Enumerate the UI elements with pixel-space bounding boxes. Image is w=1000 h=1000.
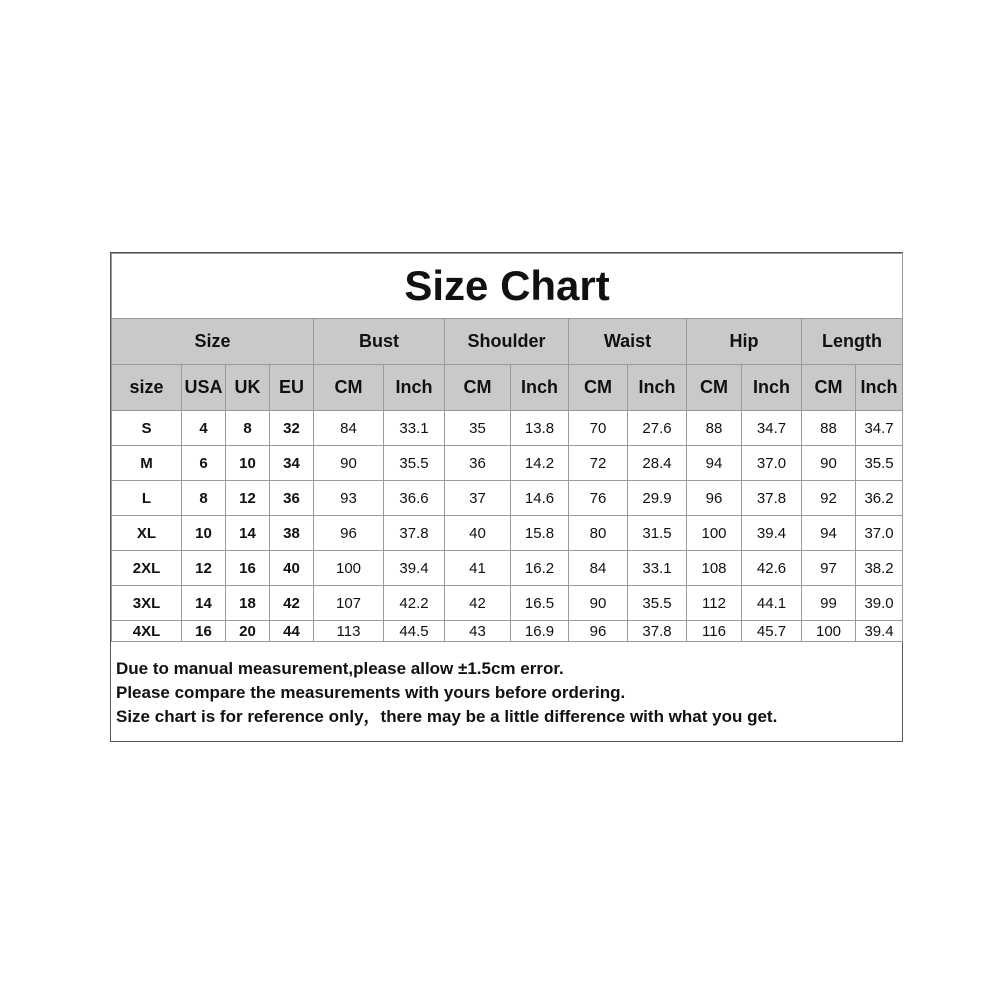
cell-shoulder-inch: 13.8	[511, 411, 569, 446]
cell-bust-cm: 93	[314, 481, 384, 516]
cell-hip-inch: 37.8	[742, 481, 802, 516]
cell-shoulder-inch: 16.9	[511, 621, 569, 642]
cell-hip-inch: 37.0	[742, 446, 802, 481]
cell-waist-inch: 29.9	[628, 481, 687, 516]
cell-bust-inch: 33.1	[384, 411, 445, 446]
cell-size: 3XL	[112, 586, 182, 621]
unit-length-inch: Inch	[856, 365, 903, 411]
cell-shoulder-inch: 16.5	[511, 586, 569, 621]
table-row	[112, 516, 903, 551]
cell-shoulder-cm: 43	[445, 621, 511, 642]
cell-eu: 38	[270, 516, 314, 551]
cell-waist-inch: 28.4	[628, 446, 687, 481]
cell-uk: 16	[226, 551, 270, 586]
unit-uk: UK	[226, 365, 270, 411]
unit-size: size	[112, 365, 182, 411]
cell-shoulder-cm: 41	[445, 551, 511, 586]
group-hip: Hip	[687, 319, 802, 365]
cell-shoulder-cm: 40	[445, 516, 511, 551]
cell-waist-inch: 31.5	[628, 516, 687, 551]
cell-waist-inch: 37.8	[628, 621, 687, 642]
cell-usa: 6	[182, 446, 226, 481]
cell-eu: 42	[270, 586, 314, 621]
cell-eu: 32	[270, 411, 314, 446]
cell-hip-inch: 44.1	[742, 586, 802, 621]
cell-shoulder-inch: 16.2	[511, 551, 569, 586]
group-bust: Bust	[314, 319, 445, 365]
group-size: Size	[112, 319, 314, 365]
cell-usa: 16	[182, 621, 226, 642]
cell-bust-cm: 100	[314, 551, 384, 586]
cell-length-cm: 88	[802, 411, 856, 446]
cell-length-inch: 39.0	[856, 586, 903, 621]
cell-waist-cm: 70	[569, 411, 628, 446]
cell-bust-inch: 39.4	[384, 551, 445, 586]
cell-bust-inch: 42.2	[384, 586, 445, 621]
cell-length-cm: 100	[802, 621, 856, 642]
cell-shoulder-inch: 14.6	[511, 481, 569, 516]
cell-shoulder-inch: 15.8	[511, 516, 569, 551]
cell-waist-cm: 76	[569, 481, 628, 516]
cell-size: M	[112, 446, 182, 481]
cell-size: XL	[112, 516, 182, 551]
cell-usa: 12	[182, 551, 226, 586]
cell-hip-cm: 96	[687, 481, 742, 516]
unit-shoulder-cm: CM	[445, 365, 511, 411]
cell-waist-cm: 84	[569, 551, 628, 586]
cell-length-cm: 99	[802, 586, 856, 621]
cell-eu: 44	[270, 621, 314, 642]
cell-bust-cm: 84	[314, 411, 384, 446]
group-waist: Waist	[569, 319, 687, 365]
cell-length-cm: 92	[802, 481, 856, 516]
cell-bust-cm: 107	[314, 586, 384, 621]
cell-waist-cm: 90	[569, 586, 628, 621]
cell-usa: 8	[182, 481, 226, 516]
cell-hip-cm: 116	[687, 621, 742, 642]
size-table	[111, 253, 903, 642]
cell-eu: 40	[270, 551, 314, 586]
cell-hip-inch: 42.6	[742, 551, 802, 586]
size-rows	[112, 411, 903, 642]
cell-bust-inch: 37.8	[384, 516, 445, 551]
unit-hip-cm: CM	[687, 365, 742, 411]
cell-shoulder-cm: 42	[445, 586, 511, 621]
cell-length-inch: 38.2	[856, 551, 903, 586]
cell-uk: 18	[226, 586, 270, 621]
unit-shoulder-inch: Inch	[511, 365, 569, 411]
cell-size: 2XL	[112, 551, 182, 586]
unit-waist-cm: CM	[569, 365, 628, 411]
cell-waist-inch: 33.1	[628, 551, 687, 586]
notes	[111, 642, 902, 729]
table-row	[112, 586, 903, 621]
cell-waist-cm: 96	[569, 621, 628, 642]
cell-uk: 10	[226, 446, 270, 481]
cell-waist-cm: 72	[569, 446, 628, 481]
cell-size: 4XL	[112, 621, 182, 642]
cell-usa: 4	[182, 411, 226, 446]
cell-length-inch: 36.2	[856, 481, 903, 516]
cell-uk: 8	[226, 411, 270, 446]
cell-size: S	[112, 411, 182, 446]
cell-length-inch: 34.7	[856, 411, 903, 446]
cell-bust-inch: 35.5	[384, 446, 445, 481]
group-header-row	[112, 319, 903, 365]
unit-length-cm: CM	[802, 365, 856, 411]
cell-shoulder-cm: 37	[445, 481, 511, 516]
cell-bust-cm: 90	[314, 446, 384, 481]
unit-eu: EU	[270, 365, 314, 411]
cell-uk: 20	[226, 621, 270, 642]
note-line: Size chart is for reference only，there may be a little difference with what you get.	[116, 707, 778, 726]
group-shoulder: Shoulder	[445, 319, 569, 365]
table-row	[112, 446, 903, 481]
unit-bust-cm: CM	[314, 365, 384, 411]
cell-shoulder-cm: 36	[445, 446, 511, 481]
cell-hip-cm: 108	[687, 551, 742, 586]
cell-usa: 14	[182, 586, 226, 621]
cell-hip-cm: 88	[687, 411, 742, 446]
cell-bust-inch: 44.5	[384, 621, 445, 642]
cell-hip-cm: 94	[687, 446, 742, 481]
cell-hip-inch: 34.7	[742, 411, 802, 446]
cell-waist-inch: 27.6	[628, 411, 687, 446]
cell-length-cm: 94	[802, 516, 856, 551]
unit-bust-inch: Inch	[384, 365, 445, 411]
table-row	[112, 411, 903, 446]
note-line: Please compare the measurements with yours before ordering.	[116, 683, 626, 702]
size-chart	[110, 252, 903, 742]
unit-usa: USA	[182, 365, 226, 411]
table-row	[112, 551, 903, 586]
cell-hip-inch: 39.4	[742, 516, 802, 551]
cell-eu: 34	[270, 446, 314, 481]
cell-usa: 10	[182, 516, 226, 551]
cell-bust-inch: 36.6	[384, 481, 445, 516]
table-row	[112, 621, 903, 642]
cell-eu: 36	[270, 481, 314, 516]
cell-uk: 12	[226, 481, 270, 516]
group-length: Length	[802, 319, 903, 365]
cell-waist-inch: 35.5	[628, 586, 687, 621]
cell-length-cm: 90	[802, 446, 856, 481]
note-line: Due to manual measurement,please allow ±1.5cm error.	[116, 659, 564, 678]
table-row	[112, 481, 903, 516]
cell-length-inch: 35.5	[856, 446, 903, 481]
cell-length-cm: 97	[802, 551, 856, 586]
chart-title: Size Chart	[112, 254, 903, 319]
cell-shoulder-cm: 35	[445, 411, 511, 446]
cell-uk: 14	[226, 516, 270, 551]
unit-waist-inch: Inch	[628, 365, 687, 411]
unit-header-row	[112, 365, 903, 411]
unit-hip-inch: Inch	[742, 365, 802, 411]
cell-length-inch: 39.4	[856, 621, 903, 642]
cell-hip-cm: 100	[687, 516, 742, 551]
cell-size: L	[112, 481, 182, 516]
cell-waist-cm: 80	[569, 516, 628, 551]
cell-bust-cm: 113	[314, 621, 384, 642]
cell-hip-inch: 45.7	[742, 621, 802, 642]
cell-shoulder-inch: 14.2	[511, 446, 569, 481]
cell-bust-cm: 96	[314, 516, 384, 551]
cell-hip-cm: 112	[687, 586, 742, 621]
cell-length-inch: 37.0	[856, 516, 903, 551]
